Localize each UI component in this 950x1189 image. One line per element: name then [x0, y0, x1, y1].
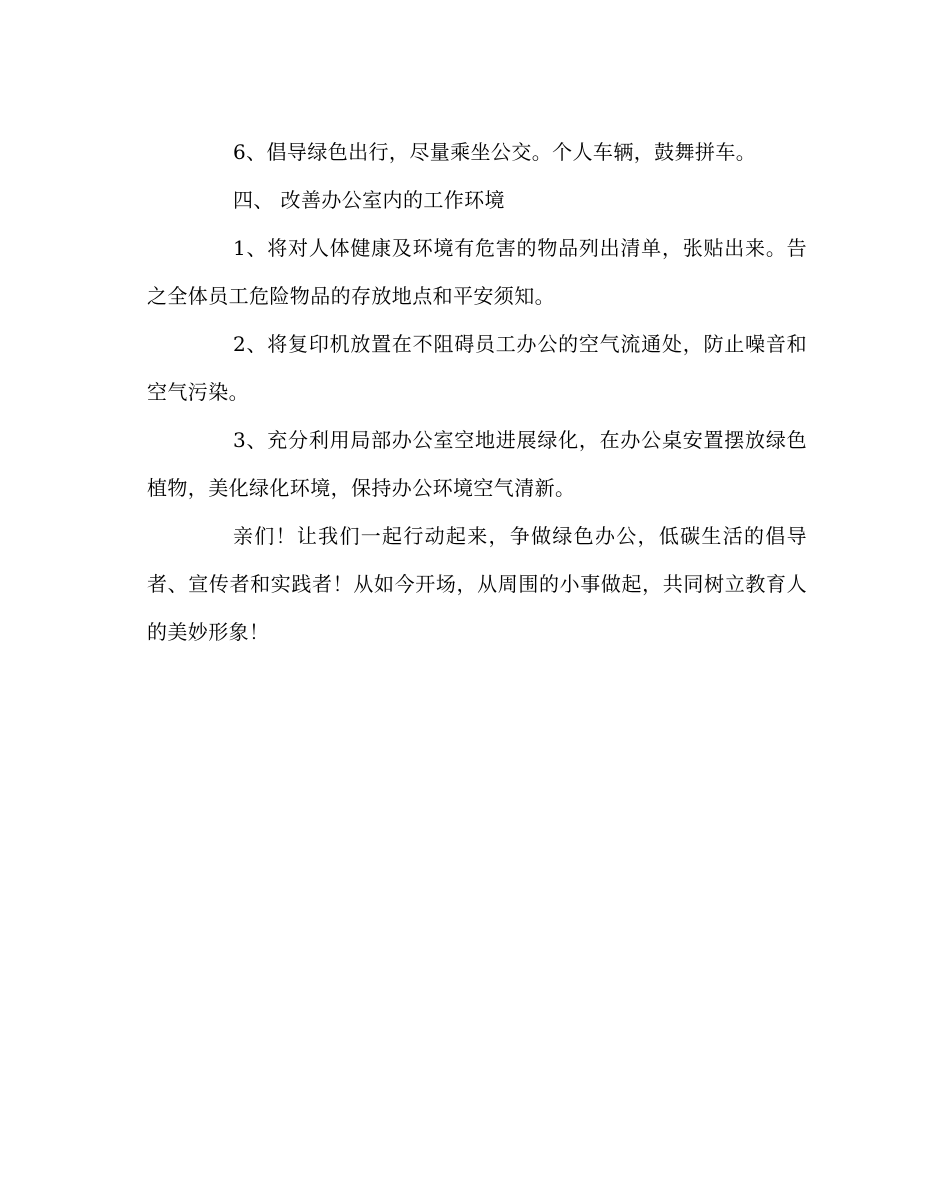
paragraph-item-1-hazard-list: 1、将对人体健康及环境有危害的物品列出清单，张贴出来。告之全体员工危险物品的存放地点和平安须知。 — [147, 236, 807, 308]
section-heading-improve-office-environment: 四、 改善办公室内的工作环境 — [233, 188, 505, 212]
paragraph-item-6-green-travel: 6、倡导绿色出行，尽量乘坐公交。个人车辆，鼓舞拼车。 — [233, 140, 757, 164]
paragraph-closing-call: 亲们！让我们一起行动起来，争做绿色办公，低碳生活的倡导者、宣传者和实践者！从如今开场，从周围的小事做起，共同树立教育人的美妙形象！ — [147, 524, 807, 644]
paragraph-item-3-greening: 3、充分利用局部办公室空地进展绿化，在办公桌安置摆放绿色植物，美化绿化环境，保持办公环境空气清新。 — [147, 428, 807, 500]
document-body — [147, 128, 807, 656]
paragraph-item-2-copier-placement: 2、将复印机放置在不阻碍员工办公的空气流通处，防止噪音和空气污染。 — [147, 332, 807, 404]
